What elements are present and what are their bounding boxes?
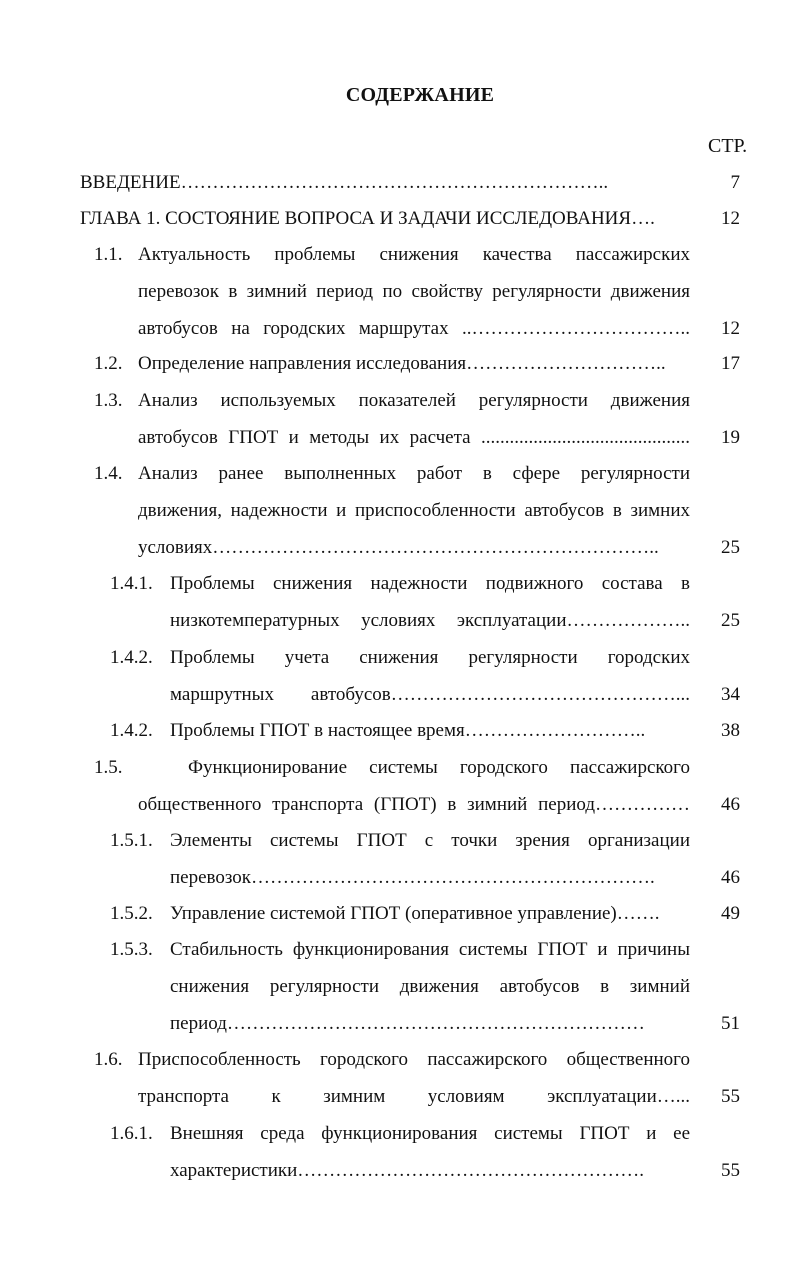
toc-entry-text: Анализ ранее выполненных работ в сфере регулярности: [138, 463, 690, 484]
toc-entry-number: 1.4.2.: [110, 647, 153, 668]
toc-entry-text: маршрутных автобусов………………………………………...: [170, 684, 690, 705]
toc-entry-page: 51: [721, 1013, 740, 1034]
toc-entry-text: ГЛАВА 1. СОСТОЯНИЕ ВОПРОСА И ЗАДАЧИ ИССЛЕДОВАНИЯ….: [80, 208, 655, 229]
toc-entry-text: снижения регулярности движения автобусов в зимний: [170, 976, 690, 997]
toc-entry-text: автобусов ГПОТ и методы их расчета ............................................: [138, 427, 690, 448]
toc-entry-text: ВВЕДЕНИЕ…………………………………………………………..: [80, 172, 609, 193]
toc-entry-text: перевозок в зимний период по свойству регулярности движения: [138, 281, 690, 302]
toc-entry-text: движения, надежности и приспособленности автобусов в зимних: [138, 500, 690, 521]
toc-entry-1-6[interactable]: [0, 1041, 799, 1115]
page-title: СОДЕРЖАНИЕ: [345, 84, 495, 106]
toc-entry-number: 1.5.3.: [110, 939, 153, 960]
toc-entry-number: 1.4.: [94, 463, 123, 484]
toc-entry-number: 1.3.: [94, 390, 123, 411]
toc-entry-1-3[interactable]: [0, 382, 799, 456]
page-column-label: СТР.: [708, 135, 748, 157]
toc-entry-introduction[interactable]: [0, 164, 799, 201]
toc-entry-1-4-2[interactable]: [0, 639, 799, 713]
toc-entry-text: условиях……………………………………………………………..: [138, 537, 659, 558]
toc-entry-number: 1.1.: [94, 244, 123, 265]
toc-entry-text: низкотемпературных условиях эксплуатации………………..: [170, 610, 690, 631]
toc-entry-text: общественного транспорта (ГПОТ) в зимний период……………: [138, 794, 690, 815]
toc-entry-text: характеристики……………………………………………….: [170, 1160, 645, 1181]
toc-entry-chapter-1[interactable]: [0, 200, 799, 237]
toc-entry-text: Стабильность функционирования системы ГПОТ и причины: [170, 939, 690, 960]
toc-entry-1-5[interactable]: [0, 749, 799, 823]
toc-entry-page: 7: [730, 172, 740, 193]
toc-entry-page: 19: [721, 427, 740, 448]
toc-entry-number: 1.6.1.: [110, 1123, 153, 1144]
toc-entry-1-6-1[interactable]: [0, 1115, 799, 1189]
toc-entry-text: перевозок……………………………………………………….: [170, 867, 655, 888]
toc-entry-text: Актуальность проблемы снижения качества пассажирских: [138, 244, 690, 265]
toc-entry-number: 1.4.1.: [110, 573, 153, 594]
toc-entry-page: 55: [721, 1086, 740, 1107]
toc-entry-page: 46: [721, 794, 740, 815]
toc-entry-text: Анализ используемых показателей регулярности движения: [138, 390, 690, 411]
toc-entry-page: 12: [721, 208, 740, 229]
toc-entry-text: Приспособленность городского пассажирского общественного: [138, 1049, 690, 1070]
toc-entry-text: Элементы системы ГПОТ с точки зрения организации: [170, 830, 690, 851]
toc-entry-page: 12: [721, 318, 740, 339]
toc-entry-1-5-2[interactable]: [0, 895, 799, 932]
toc-entry-1-2[interactable]: [0, 345, 799, 382]
toc-entry-text: автобусов на городских маршрутах ..……………………………..: [138, 318, 690, 339]
toc-entry-1-5-1[interactable]: [0, 822, 799, 896]
toc-entry-page: 38: [721, 720, 740, 741]
toc-entry-page: 46: [721, 867, 740, 888]
toc-entry-page: 25: [721, 610, 740, 631]
toc-entry-page: 34: [721, 684, 740, 705]
toc-entry-text: Проблемы учета снижения регулярности городских: [170, 647, 690, 668]
toc-entry-page: 17: [721, 353, 740, 374]
toc-entry-1-1[interactable]: [0, 236, 799, 347]
toc-entry-page: 49: [721, 903, 740, 924]
toc-entry-1-4-1[interactable]: [0, 565, 799, 639]
toc-entry-1-4[interactable]: [0, 455, 799, 566]
toc-entry-number: 1.4.2.: [110, 720, 153, 741]
toc-entry-text: Определение направления исследования…………………………..: [138, 353, 666, 374]
toc-entry-text: Управление системой ГПОТ (оперативное управление)…….: [170, 903, 660, 924]
toc-entry-text: транспорта к зимним условиям эксплуатации…...: [138, 1086, 690, 1107]
toc-entry-page: 55: [721, 1160, 740, 1181]
toc-entry-text: период…………………………………………………………: [170, 1013, 645, 1034]
toc-entry-text: Проблемы ГПОТ в настоящее время………………………..: [170, 720, 646, 741]
toc-entry-1-4-2b[interactable]: [0, 712, 799, 749]
toc-entry-number: 1.5.1.: [110, 830, 153, 851]
toc-entry-1-5-3[interactable]: [0, 931, 799, 1042]
toc-entry-text: Внешняя среда функционирования системы ГПОТ и ее: [170, 1123, 690, 1144]
toc-entry-number: 1.5.2.: [110, 903, 153, 924]
toc-entry-number: 1.6.: [94, 1049, 123, 1070]
toc-entry-number: 1.2.: [94, 353, 123, 374]
toc-entry-text: Проблемы снижения надежности подвижного состава в: [170, 573, 690, 594]
toc-entry-page: 25: [721, 537, 740, 558]
toc-entry-text: Функционирование системы городского пассажирского: [188, 757, 690, 778]
toc-entry-number: 1.5.: [94, 757, 123, 778]
